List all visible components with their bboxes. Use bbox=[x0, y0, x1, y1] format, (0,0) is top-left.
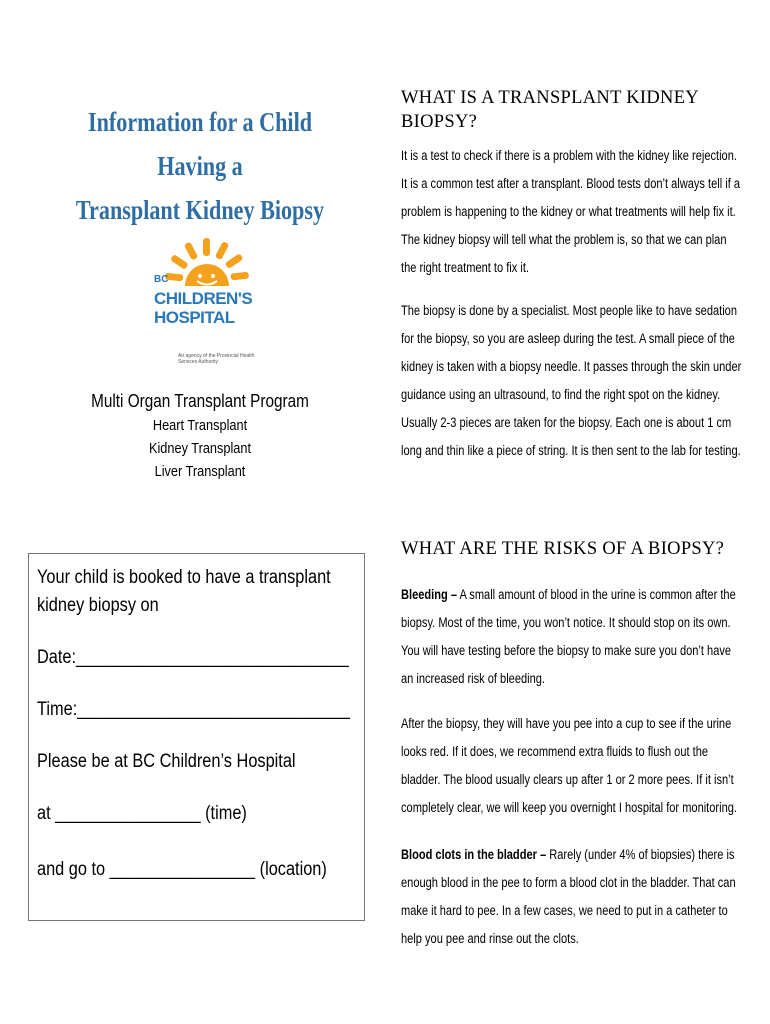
bc-childrens-hospital-logo bbox=[150, 234, 265, 374]
text-line: make it hard to pee. In a few cases, we need to put in a catheter to bbox=[401, 903, 728, 918]
program-item: Heart Transplant bbox=[152, 417, 248, 434]
text-line: enough blood in the pee to form a blood clot in the bladder. That can bbox=[401, 875, 736, 890]
section-heading-what-is bbox=[401, 86, 746, 134]
text-line: bladder. The blood usually clears up after 1 or 2 more pees. If it isn’t bbox=[401, 772, 734, 787]
clots-label: Blood clots in the bladder – bbox=[401, 847, 547, 862]
arrival-time-field[interactable]: at ________________ (time) bbox=[37, 803, 247, 824]
text-line: biopsy. Most of the time, you won’t notice. It should stop on its own. bbox=[401, 615, 731, 630]
program-title: Multi Organ Transplant Program bbox=[91, 391, 309, 411]
text-line: for the biopsy, so you are asleep during the test. A small piece of the bbox=[401, 331, 735, 346]
text-line: It is a common test after a transplant. Blood tests don’t always tell if a bbox=[401, 176, 741, 191]
heading-line: BIOPSY? bbox=[401, 112, 478, 132]
text-line bbox=[401, 841, 746, 869]
bleeding-label: Bleeding – bbox=[401, 587, 457, 602]
logo-line-1: BC bbox=[154, 274, 169, 285]
text-line: guidance using an ultrasound, to find the right spot on the kidney. bbox=[401, 387, 721, 402]
text-line: an increased risk of bleeding. bbox=[401, 671, 545, 686]
section-heading-risks: WHAT ARE THE RISKS OF A BIOPSY? bbox=[401, 539, 725, 559]
booking-form-box bbox=[28, 553, 365, 921]
logo-line-2: CHILDREN'S bbox=[154, 289, 253, 308]
text-line: Usually 2-3 pieces are taken for the biopsy. Each one is about 1 cm bbox=[401, 415, 732, 430]
text-line bbox=[401, 581, 746, 609]
text-line: long and thin like a piece of string. It is then sent to the lab for testing. bbox=[401, 443, 741, 458]
booking-line-2: kidney biopsy on bbox=[37, 595, 159, 616]
text-line: kidney is taken with a biopsy needle. It passes through the skin under bbox=[401, 359, 742, 374]
text-line: help you pee and rinse out the clots. bbox=[401, 931, 579, 946]
text-line: completely clear, we will keep you overnight I hospital for monitoring. bbox=[401, 800, 737, 815]
blood-clots-paragraph bbox=[401, 841, 746, 953]
text-line: The biopsy is done by a specialist. Most people like to have sedation bbox=[401, 303, 737, 318]
booking-line-1: Your child is booked to have a transplant bbox=[37, 567, 331, 588]
right-column bbox=[401, 86, 746, 946]
text-line: problem is happening to the kidney or what treatments will help fix it. bbox=[401, 204, 736, 219]
bleeding-paragraph bbox=[401, 581, 746, 693]
be-at-text: Please be at BC Children’s Hospital bbox=[37, 751, 296, 772]
text-line: the right treatment to fix it. bbox=[401, 260, 529, 275]
logo-line-3: HOSPITAL bbox=[154, 308, 235, 327]
date-field[interactable]: Date:______________________________ bbox=[37, 647, 349, 668]
program-block bbox=[40, 388, 360, 483]
program-item: Kidney Transplant bbox=[148, 440, 252, 457]
text-line: It is a test to check if there is a problem with the kidney like rejection. bbox=[401, 148, 737, 163]
heading-line: WHAT IS A TRANSPLANT KIDNEY bbox=[401, 88, 699, 108]
document-title bbox=[69, 100, 331, 232]
location-field[interactable]: and go to ________________ (location) bbox=[37, 859, 327, 880]
what-is-paragraph-1 bbox=[401, 142, 746, 282]
text-line: After the biopsy, they will have you pee into a cup to see if the urine bbox=[401, 716, 732, 731]
program-item: Liver Transplant bbox=[154, 463, 246, 480]
sun-icon bbox=[150, 234, 265, 294]
what-is-paragraph-2 bbox=[401, 297, 746, 465]
text-line: A small amount of blood in the urine is common after the bbox=[456, 587, 736, 602]
text-line: The kidney biopsy will tell what the problem is, so that we can plan bbox=[401, 232, 727, 247]
text-line: looks red. If it does, we recommend extra fluids to flush out the bbox=[401, 744, 709, 759]
text-line: You will have testing before the biopsy to make sure you don’t have bbox=[401, 643, 732, 658]
after-biopsy-paragraph bbox=[401, 710, 746, 822]
time-field[interactable]: Time:______________________________ bbox=[37, 699, 350, 720]
logo-agency: An agency of the Provincial Health Services Authority bbox=[178, 353, 255, 365]
title-line-1: Information for a Child Having a bbox=[87, 107, 313, 181]
title-line-2: Transplant Kidney Biopsy bbox=[75, 195, 325, 225]
text-line: Rarely (under 4% of biopsies) there is bbox=[546, 847, 735, 862]
